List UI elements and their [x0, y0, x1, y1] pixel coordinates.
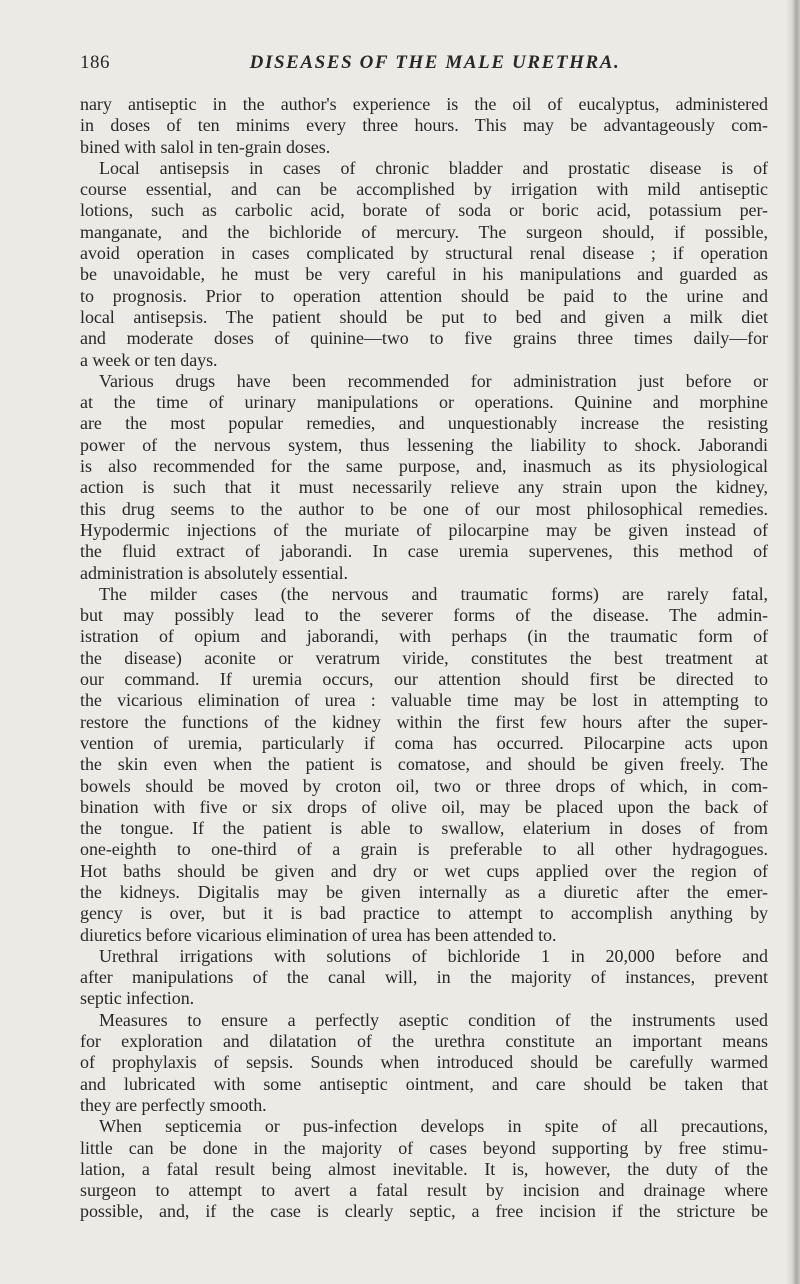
text-line: are the most popular remedies, and unquestionably increase the resisting	[80, 413, 768, 434]
text-line: bined with salol in ten-grain doses.	[80, 136, 331, 157]
text-line: after manipulations of the canal will, in the majority of instances, prevent	[80, 967, 768, 988]
page-edge-shadow	[786, 0, 800, 1284]
text-line: lation, a fatal result being almost inevitable. It is, however, the duty of the	[80, 1158, 768, 1179]
text-line: Measures to ensure a perfectly aseptic condition of the instruments used	[99, 1009, 768, 1030]
page-header	[80, 52, 770, 80]
text-line: bination with five or six drops of olive oil, may be placed upon the back of	[80, 796, 768, 817]
text-line: action is such that it must necessarily relieve any strain upon the kidney,	[80, 477, 768, 498]
text-line: the disease) aconite or veratrum viride, constitutes the best treatment at	[80, 647, 768, 668]
text-line: to prognosis. Prior to operation attention should be paid to the urine and	[80, 285, 768, 306]
text-line: be unavoidable, he must be very careful in his manipulations and guarded as	[80, 264, 768, 285]
text-line: the fluid extract of jaborandi. In case uremia supervenes, this method of	[80, 541, 768, 562]
text-line: at the time of urinary manipulations or operations. Quinine and morphine	[80, 392, 768, 413]
text-line: and moderate doses of quinine—two to five grains three times daily—for	[80, 328, 768, 349]
text-line: manganate, and the bichloride of mercury. The surgeon should, if possible,	[80, 221, 768, 242]
text-line: in doses of ten minims every three hours. This may be advantageously com-	[80, 115, 768, 136]
text-line: course essential, and can be accomplished by irrigation with mild antiseptic	[80, 179, 768, 200]
text-line: diuretics before vicarious elimination of urea has been attended to.	[80, 924, 557, 945]
text-line: surgeon to attempt to avert a fatal result by incision and drainage where	[80, 1180, 768, 1201]
text-line: administration is absolutely essential.	[80, 562, 349, 583]
body-text	[80, 94, 768, 1223]
running-head: DISEASES OF THE MALE URETHRA.	[249, 52, 621, 73]
text-line: Hot baths should be given and dry or wet cups applied over the region of	[80, 860, 768, 881]
text-line: local antisepsis. The patient should be put to bed and given a milk diet	[80, 306, 768, 327]
text-line: a week or ten days.	[80, 349, 218, 370]
text-line: this drug seems to the author to be one of our most philosophical remedies.	[80, 498, 768, 519]
text-line: of prophylaxis of sepsis. Sounds when introduced should be carefully warmed	[80, 1052, 768, 1073]
text-line: Urethral irrigations with solutions of bichloride 1 in 20,000 before and	[99, 945, 768, 966]
text-line: Hypodermic injections of the muriate of pilocarpine may be given instead of	[80, 519, 768, 540]
text-line: is also recommended for the same purpose, and, inasmuch as its physiological	[80, 456, 768, 477]
text-line: vention of uremia, particularly if coma has occurred. Pilocarpine acts upon	[80, 732, 768, 753]
text-line: the kidneys. Digitalis may be given internally as a diuretic after the emer-	[80, 881, 768, 902]
text-line: When septicemia or pus-infection develops in spite of all precautions,	[99, 1116, 768, 1137]
text-line: septic infection.	[80, 988, 195, 1009]
text-line: gency is over, but it is bad practice to attempt to accomplish anything by	[80, 903, 768, 924]
text-line: little can be done in the majority of cases beyond supporting by free stimu-	[80, 1137, 768, 1158]
text-line: and lubricated with some antiseptic ointment, and care should be taken that	[80, 1073, 768, 1094]
text-line: istration of opium and jaborandi, with perhaps (in the traumatic form of	[80, 626, 768, 647]
text-line: The milder cases (the nervous and traumatic forms) are rarely fatal,	[99, 583, 768, 604]
text-line: bowels should be moved by croton oil, two or three drops of which, in com-	[80, 775, 768, 796]
text-line: the tongue. If the patient is able to swallow, elaterium in doses of from	[80, 818, 768, 839]
text-line: Various drugs have been recommended for administration just before or	[99, 370, 768, 391]
text-line: restore the functions of the kidney within the first few hours after the super-	[80, 711, 768, 732]
page-number: 186	[80, 52, 110, 73]
text-line: they are perfectly smooth.	[80, 1094, 267, 1115]
text-line: our command. If uremia occurs, our attention should first be directed to	[80, 669, 768, 690]
text-line: one-eighth to one-third of a grain is preferable to all other hydragogues.	[80, 839, 768, 860]
text-line: Local antisepsis in cases of chronic bladder and prostatic disease is of	[99, 157, 768, 178]
text-line: the vicarious elimination of urea : valuable time may be lost in attempting to	[80, 690, 768, 711]
text-line: power of the nervous system, thus lessening the liability to shock. Jaborandi	[80, 434, 768, 455]
text-line: possible, and, if the case is clearly septic, a free incision if the stricture be	[80, 1201, 768, 1222]
text-line: for exploration and dilatation of the urethra constitute an important means	[80, 1031, 768, 1052]
text-line: nary antiseptic in the author's experience is the oil of eucalyptus, administered	[80, 94, 768, 114]
text-line: avoid operation in cases complicated by structural renal disease ; if operation	[80, 243, 768, 264]
text-line: but may possibly lead to the severer forms of the disease. The admin-	[80, 605, 768, 626]
text-line: lotions, such as carbolic acid, borate of soda or boric acid, potassium per-	[80, 200, 768, 221]
text-line: the skin even when the patient is comatose, and should be given freely. The	[80, 754, 768, 775]
